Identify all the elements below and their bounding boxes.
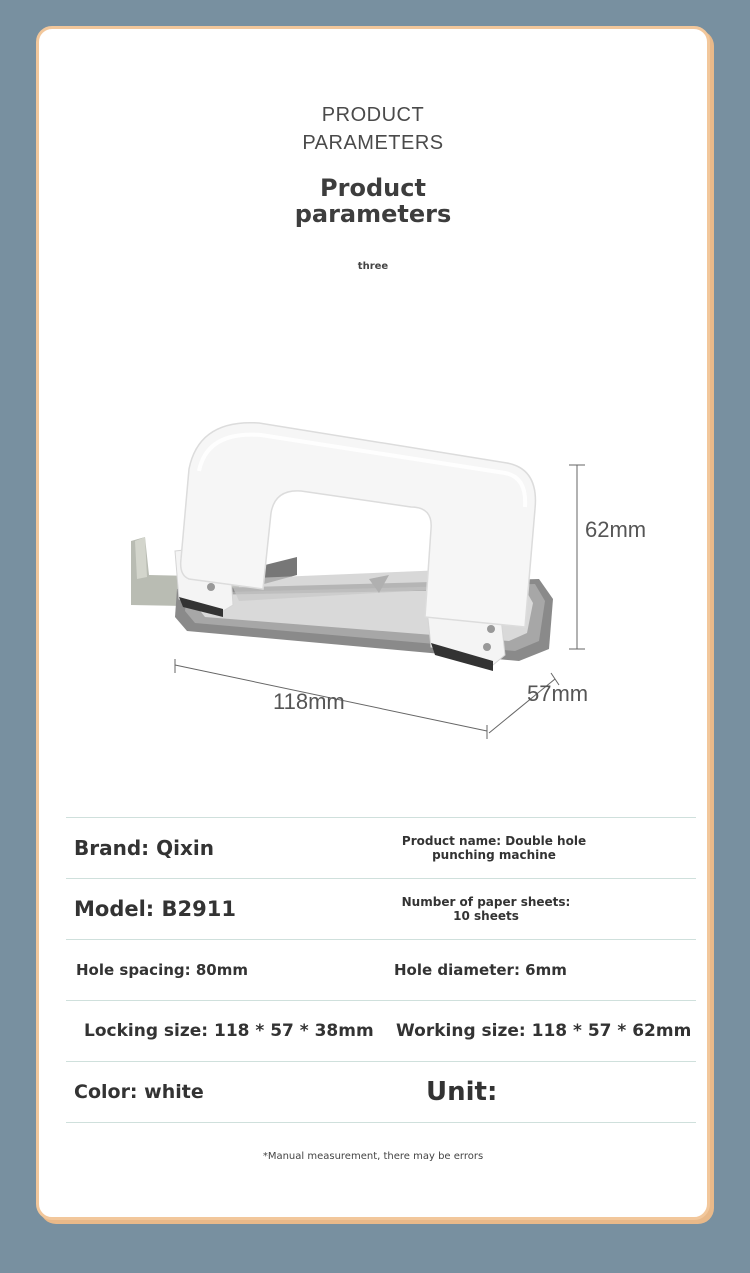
spec-row — [66, 1000, 696, 1061]
spec-row — [66, 939, 696, 1000]
spec-row — [66, 817, 696, 878]
height-label: 62mm — [585, 517, 647, 542]
spec-hole-spacing: Hole spacing: 80mm — [76, 961, 248, 979]
specs-table — [66, 817, 696, 1123]
spec-locking-size: Locking size: 118 * 57 * 38mm — [84, 1021, 374, 1041]
width-label: 57mm — [527, 681, 589, 706]
page-title — [39, 175, 707, 227]
spec-model: Model: B2911 — [74, 897, 236, 921]
spec-row — [66, 878, 696, 939]
product-card — [36, 26, 710, 1220]
spec-paper-sheets: Number of paper sheets: 10 sheets — [401, 895, 571, 923]
page-title-line-1: Product — [320, 174, 426, 202]
spec-brand: Brand: Qixin — [74, 836, 214, 860]
spec-unit: Unit: — [426, 1077, 498, 1107]
spec-working-size: Working size: 118 * 57 * 62mm — [396, 1021, 692, 1041]
spec-hole-diameter: Hole diameter: 6mm — [394, 961, 567, 979]
spec-product-name: Product name: Double hole punching machine — [401, 834, 587, 862]
english-title — [39, 101, 707, 157]
english-title-line-2: PARAMETERS — [302, 132, 444, 154]
measurement-note: *Manual measurement, there may be errors — [262, 1151, 484, 1162]
page-title-line-2: parameters — [294, 200, 452, 228]
length-label: 118mm — [273, 689, 345, 714]
spec-row — [66, 1061, 696, 1123]
spec-color: Color: white — [74, 1081, 204, 1103]
english-title-line-1: PRODUCT — [321, 104, 425, 126]
subtitle: three — [357, 261, 389, 272]
hole-punch-illustration — [39, 379, 707, 739]
